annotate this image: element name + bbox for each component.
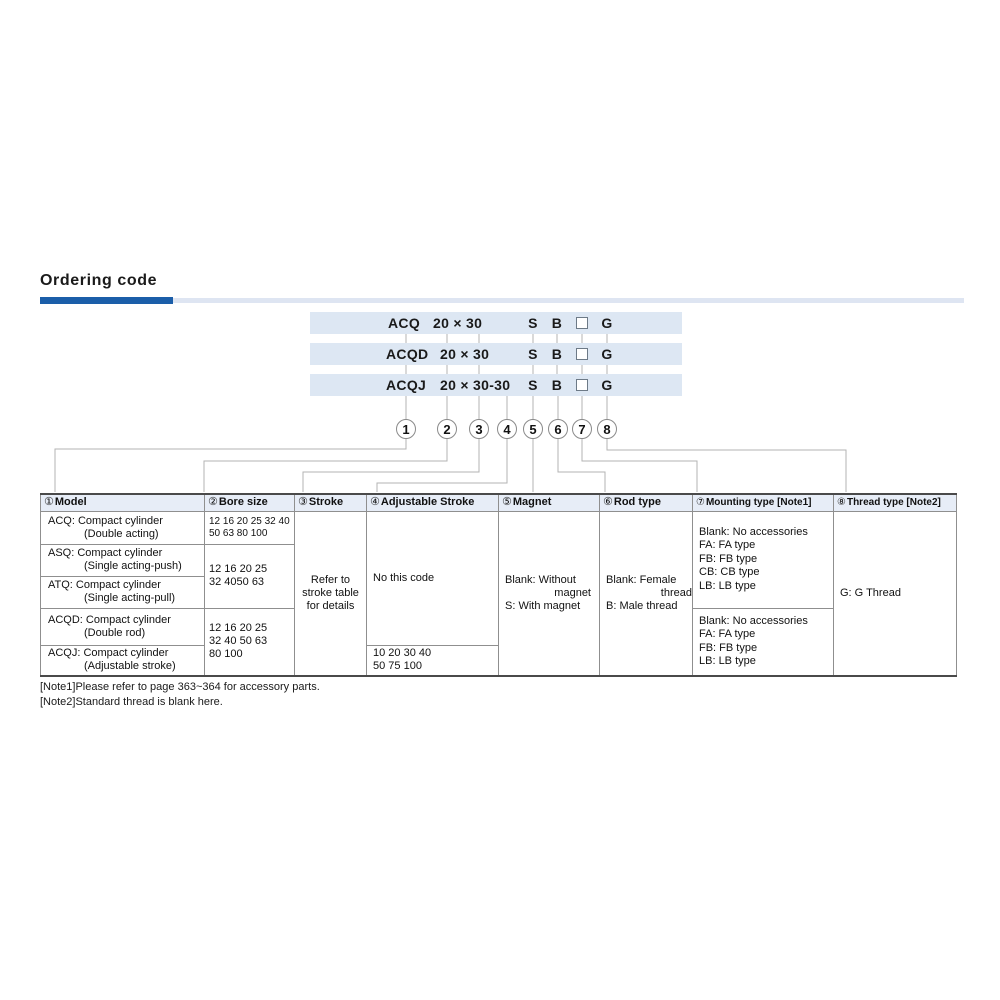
model-cell-asq: ASQ: Compact cylinder (Single acting-push)	[41, 544, 205, 576]
callout-1: 1	[396, 419, 416, 439]
callout-8: 8	[597, 419, 617, 439]
header-adjustable-stroke: ④Adjustable Stroke	[367, 494, 499, 511]
callout-4: 4	[497, 419, 517, 439]
code-size-acq: 20 × 30	[433, 315, 483, 331]
header-thread-type: ⑧Thread type [Note2]	[834, 494, 957, 511]
code-model-acq: ACQ	[388, 315, 421, 331]
code-band-acq	[310, 312, 682, 334]
rod-type-cell: Blank: Female thread B: Male thread	[600, 511, 693, 676]
header-rod-type: ⑥Rod type	[600, 494, 693, 511]
callout-6: 6	[548, 419, 568, 439]
callout-5: 5	[523, 419, 543, 439]
blank-option-box-icon	[576, 379, 588, 391]
model-cell-atq: ATQ: Compact cylinder (Single acting-pull)	[41, 576, 205, 608]
callout-7: 7	[572, 419, 592, 439]
mounting-type-cell-bottom: Blank: No accessories FA: FA type FB: FB type LB: LB type	[693, 608, 834, 676]
code-thread-acq: G	[601, 315, 613, 331]
code-rod-acq: B	[551, 315, 563, 331]
model-cell-acqj: ACQJ: Compact cylinder (Adjustable stroke)	[41, 645, 205, 676]
model-cell-acq: ACQ: Compact cylinder (Double acting)	[41, 511, 205, 544]
blank-option-box-icon	[576, 348, 588, 360]
code-magnet-acq: S	[528, 315, 538, 331]
adjustable-stroke-cell-none: No this code	[367, 511, 499, 645]
callout-3: 3	[469, 419, 489, 439]
footnote-2: [Note2]Standard thread is blank here.	[40, 696, 223, 708]
code-size-acqj: 20 × 30-30	[440, 377, 511, 393]
title-underline-light	[173, 298, 964, 303]
title-underline-dark	[40, 297, 173, 304]
thread-type-cell: G: G Thread	[834, 511, 957, 676]
code-size-acqd: 20 × 30	[440, 346, 490, 362]
header-mounting-type: ⑦Mounting type [Note1]	[693, 494, 834, 511]
code-thread-acqd: G	[601, 346, 613, 362]
code-model-acqd: ACQD	[386, 346, 429, 362]
model-cell-acqd: ACQD: Compact cylinder (Double rod)	[41, 608, 205, 645]
header-magnet: ⑤Magnet	[499, 494, 600, 511]
code-thread-acqj: G	[601, 377, 613, 393]
header-model: ①Model	[41, 494, 205, 511]
code-band-acqd	[310, 343, 682, 365]
code-magnet-acqd: S	[528, 346, 538, 362]
table-row	[41, 511, 957, 544]
bore-cell-acq: 12 16 20 25 32 40 50 63 80 100	[205, 511, 295, 544]
header-bore-size: ②Bore size	[205, 494, 295, 511]
bore-cell-asq-atq: 12 16 20 25 32 4050 63	[205, 544, 295, 608]
magnet-cell: Blank: Without magnet S: With magnet	[499, 511, 600, 676]
code-rod-acqd: B	[551, 346, 563, 362]
footnote-1: [Note1]Please refer to page 363~364 for accessory parts.	[40, 681, 320, 693]
ordering-code-table	[40, 493, 957, 677]
bore-cell-acqd-acqj: 12 16 20 25 32 40 50 63 80 100	[205, 608, 295, 676]
callout-2: 2	[437, 419, 457, 439]
code-rod-acqj: B	[551, 377, 563, 393]
code-model-acqj: ACQJ	[386, 377, 427, 393]
code-magnet-acqj: S	[528, 377, 538, 393]
header-stroke: ③Stroke	[295, 494, 367, 511]
mounting-type-cell-top: Blank: No accessories FA: FA type FB: FB type CB: CB type LB: LB type	[693, 511, 834, 608]
blank-option-box-icon	[576, 317, 588, 329]
table-header-row	[41, 494, 957, 511]
stroke-cell: Refer to stroke table for details	[295, 511, 367, 676]
adjustable-stroke-cell-acqj: 10 20 30 40 50 75 100	[367, 645, 499, 676]
page-title: Ordering code	[40, 272, 158, 289]
